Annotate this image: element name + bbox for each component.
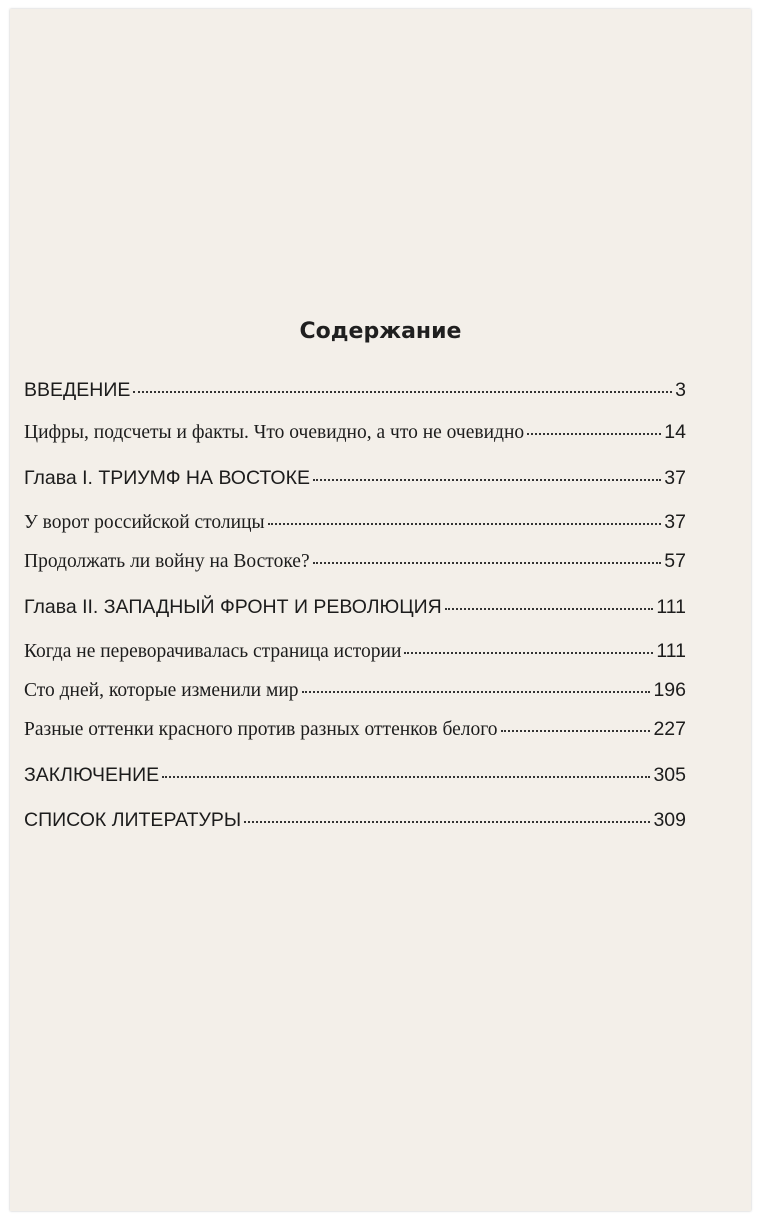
toc-entry — [24, 718, 686, 741]
dot-leader — [404, 652, 653, 654]
toc-entry-page: 305 — [653, 764, 686, 786]
toc-entry — [24, 511, 686, 534]
dot-leader — [501, 730, 651, 732]
toc-entry-label: Сто дней, которые изменили мир — [24, 680, 299, 701]
dot-leader — [313, 479, 661, 481]
dot-leader — [162, 776, 650, 778]
toc-entry-label: Глава I. ТРИУМФ НА ВОСТОКЕ — [24, 467, 310, 489]
toc-entry — [24, 679, 686, 702]
toc-entry-label: ВВЕДЕНИЕ — [24, 379, 131, 401]
dot-leader — [244, 821, 650, 823]
toc-entry-label: Когда не переворачивалась страница истории — [24, 641, 402, 662]
toc-entry — [24, 550, 686, 573]
book-page — [10, 9, 751, 1211]
toc-entry — [24, 421, 686, 444]
toc-entry-label: Продолжать ли войну на Востоке? — [24, 551, 310, 572]
toc-entry-label: У ворот российской столицы — [24, 512, 265, 533]
toc-entry-label: Цифры, подсчеты и факты. Что очевидно, а что не очевидно — [24, 422, 525, 443]
toc-entry-page: 57 — [664, 550, 686, 572]
toc-entry-page: 14 — [664, 421, 686, 443]
toc-entry — [24, 379, 686, 402]
dot-leader — [268, 523, 662, 525]
toc-entry-page: 111 — [656, 596, 686, 618]
toc-entry-page: 3 — [675, 379, 686, 401]
toc-title: Содержание — [299, 319, 462, 344]
toc-entry-page: 37 — [664, 467, 686, 489]
toc-entry — [24, 809, 686, 832]
toc-entry-label: Глава II. ЗАПАДНЫЙ ФРОНТ И РЕВОЛЮЦИЯ — [24, 596, 442, 618]
toc-entry-label: СПИСОК ЛИТЕРАТУРЫ — [24, 809, 242, 831]
toc-entry-page: 37 — [664, 511, 686, 533]
dot-leader — [527, 433, 661, 435]
toc-entry-label: ЗАКЛЮЧЕНИЕ — [24, 764, 160, 786]
toc-entry — [24, 640, 686, 663]
dot-leader — [445, 608, 654, 610]
toc-entry — [24, 467, 686, 490]
toc-entry-page: 309 — [653, 809, 686, 831]
toc-entry-page: 227 — [653, 718, 686, 740]
toc-entry-page: 111 — [656, 640, 686, 662]
dot-leader — [313, 562, 662, 564]
dot-leader — [133, 391, 672, 393]
toc-entry — [24, 764, 686, 787]
dot-leader — [302, 691, 651, 693]
toc-entry — [24, 596, 686, 619]
toc-entry-page: 196 — [653, 679, 686, 701]
toc-entry-label: Разные оттенки красного против разных оттенков белого — [24, 719, 498, 740]
